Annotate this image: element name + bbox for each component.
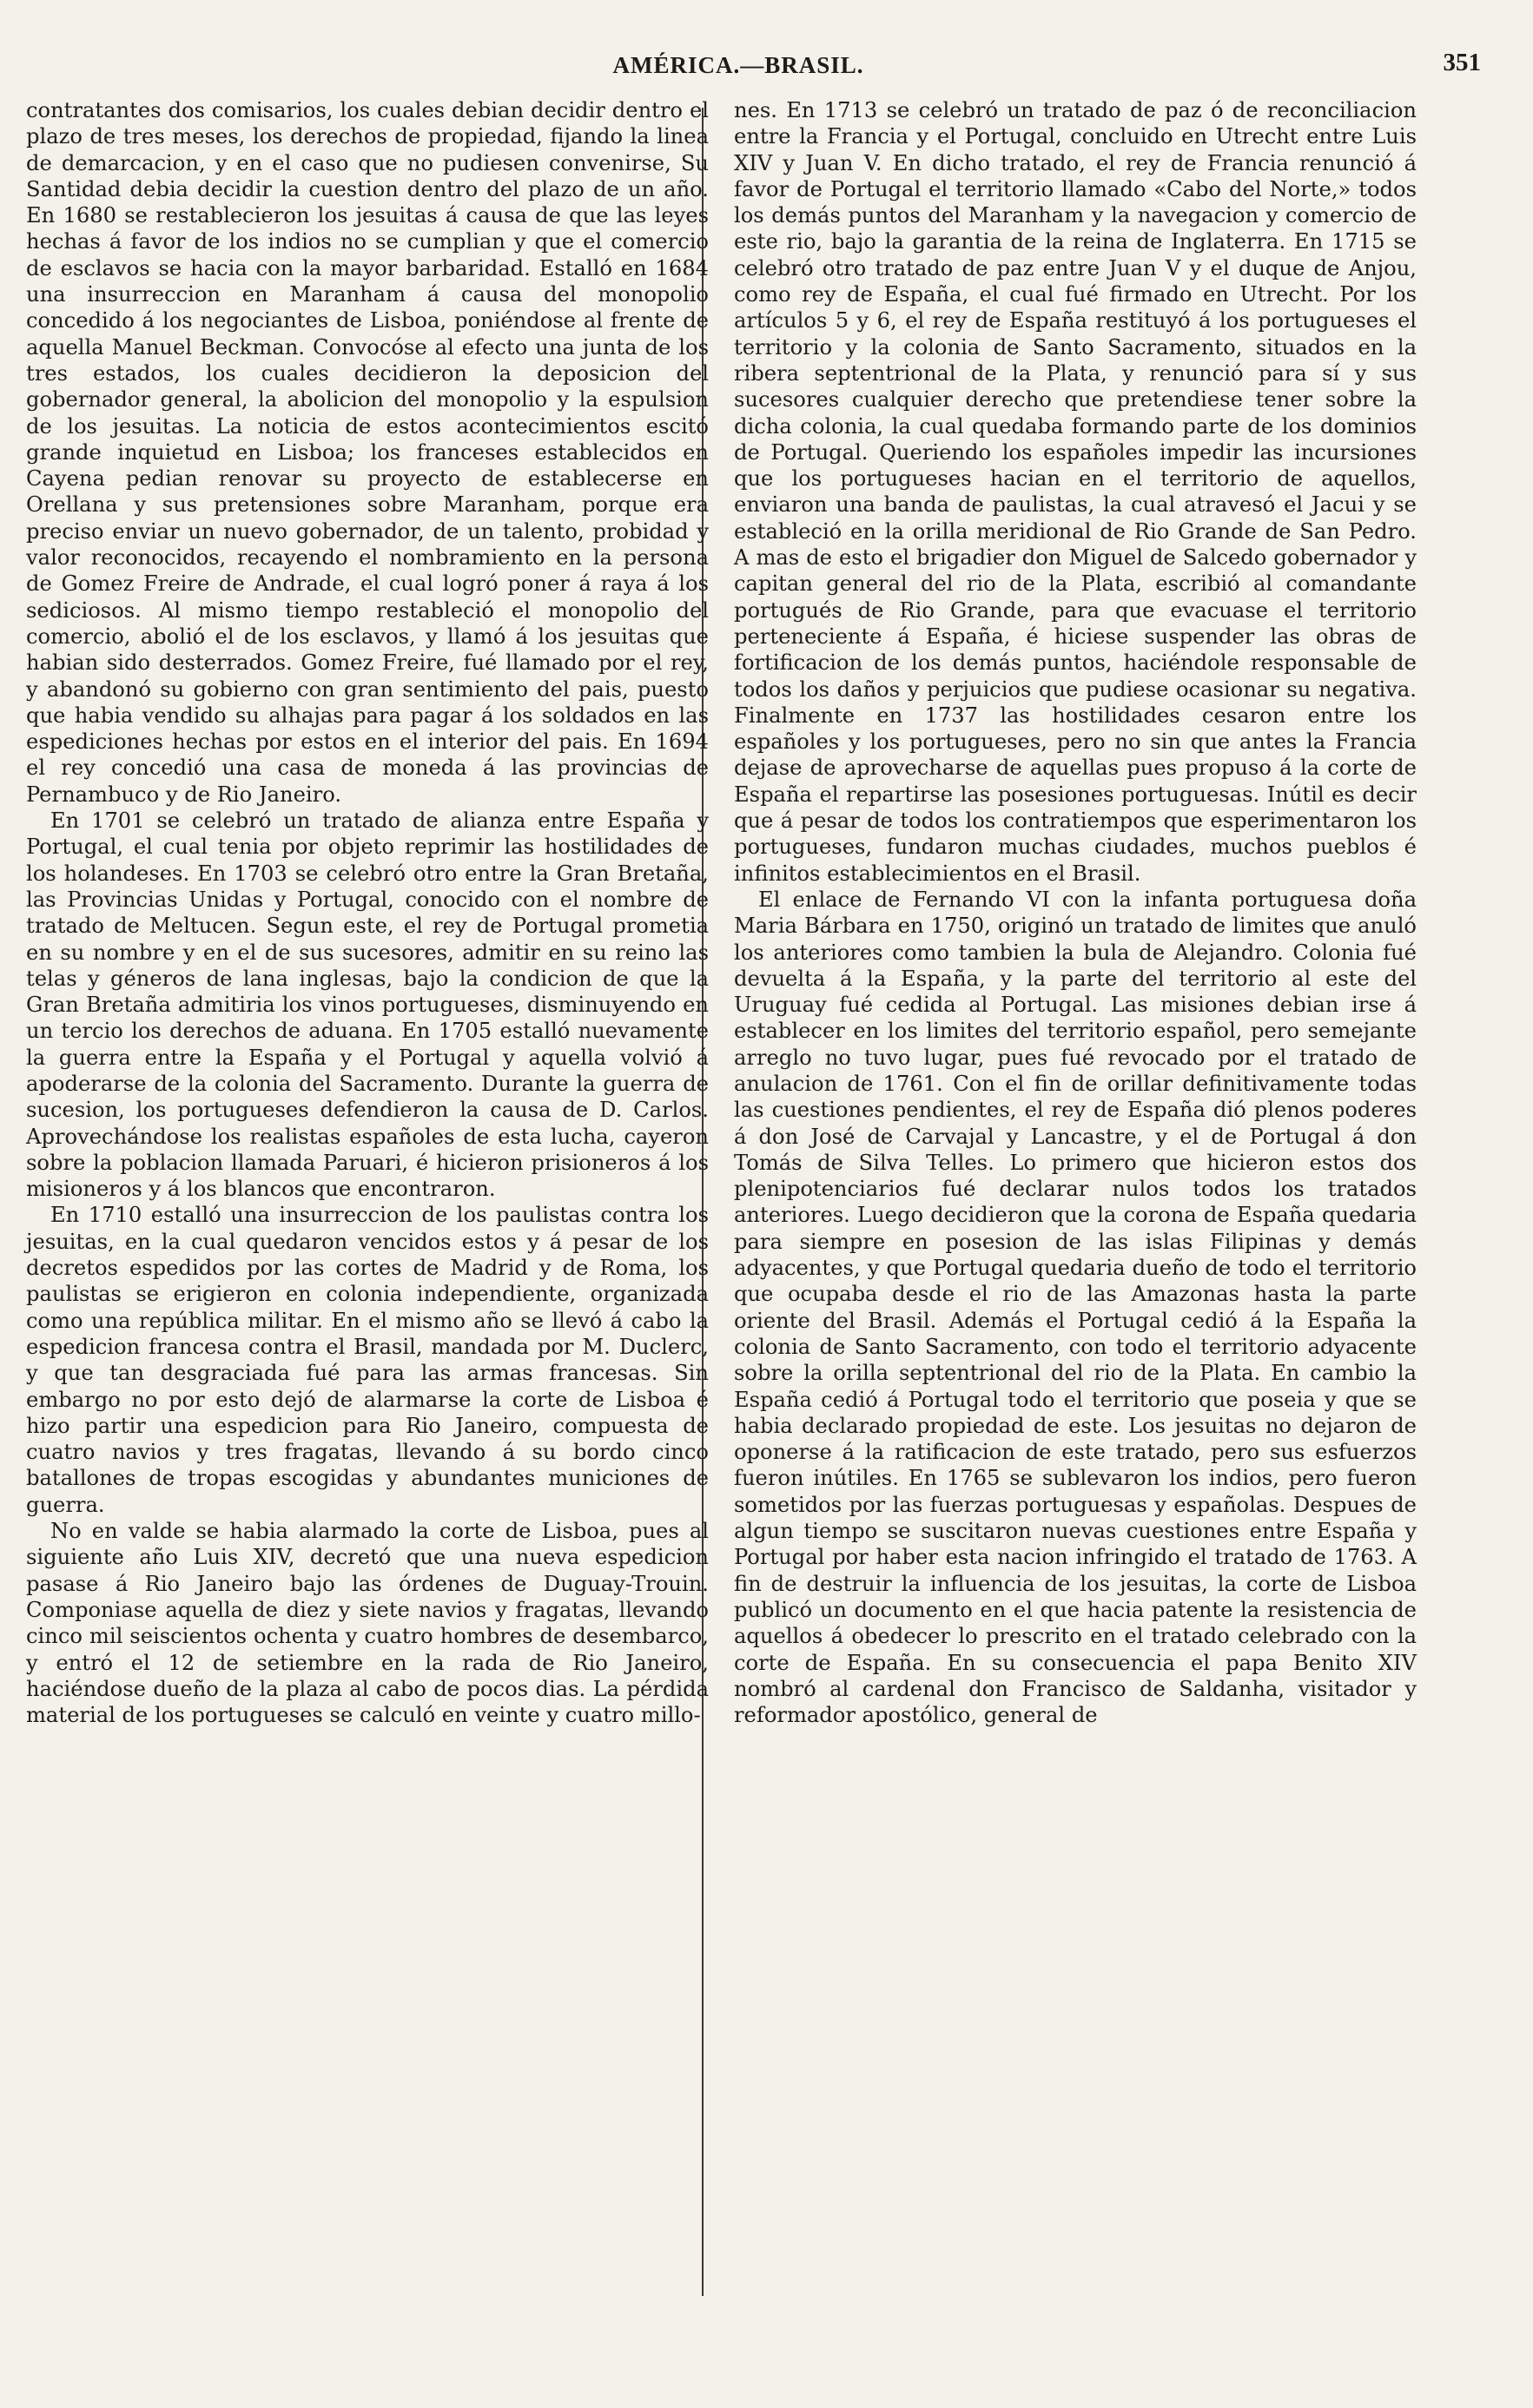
paragraph: nes. En 1713 se celebró un tratado de paz ó de reconciliacion entre la Francia y el Portugal, concluido en Utrecht entre Luis XIV y Juan V. En dicho tratado, el rey de Francia renunció á favor de Portugal el territorio llamado «Cabo del Norte,» todos los demás puntos del Maranham y la navegacion y comercio de este rio, bajo la garantia de la reina de Inglaterra. En 1715 se celebró otro tratado de paz entre Juan V y el duque de Anjou, como rey de España, el cual fué firmado en Utrecht. Por los artículos 5 y 6, el rey de España restituyó á los portugueses el territorio y la colonia de Santo Sacramento, situados en la ribera septentrional de la Plata, y renunció para sí y sus sucesores cualquier derecho que pretendiese tener sobre la dicha colonia, la cual quedaba formando parte de los dominios de Portugal. Queriendo los españoles impedir las incursiones que los portugueses hacian en el territorio de aquellos, enviaron una banda de paulistas, la cual atravesó el Jacui y se estableció en la orilla meridional de Rio Grande de San Pedro. A mas de esto el brigadier don Miguel de Salcedo gobernador y capitan general del rio de la Plata, escribió al comandante portugués de Rio Grande, para que evacuase el territorio perteneciente á España, é hiciese suspender las obras de fortificacion de los demás puntos, haciéndole responsable de todos los daños y perjuicios que pudiese ocasionar su negativa. Finalmente en 1737 las hostilidades cesaron entre los españoles y los portugueses, pero no sin que antes la Francia dejase de aprovecharse de aquellas pues propuso á la corte de España el repartirse las posesiones portuguesas. Inútil es decir que á pesar de todos los contratiempos que esperimentaron los portugueses, fundaron muchas ciudades, muchos pueblos é infinitos establecimientos en el Brasil. <box>734 98 1417 886</box>
paragraph: No en valde se habia alarmado la corte de Lisboa, pues al siguiente año Luis XIV, decretó que una nueva espedicion pasase á Rio Janeiro bajo las órdenes de Duguay-Trouin. Componiase aquella de diez y siete navios y fragatas, llevando cinco mil seiscientos ochenta y cuatro hombres de desembarco, y entró el 12 de setiembre en la rada de Rio Janeiro, haciéndose dueño de la plaza al cabo de pocos dias. La pérdida material de los portugueses se calculó en veinte y cuatro millo- <box>26 1519 709 1728</box>
page-number: 351 <box>1443 49 1481 76</box>
paragraph: contratantes dos comisarios, los cuales debian decidir dentro el plazo de tres meses, los derechos de propiedad, fijando la linea de demarcacion, y en el caso que no pudiesen convenirse, Su Santidad debia decidir la cuestion dentro del plazo de un año. En 1680 se restablecieron los jesuitas á causa de que las leyes hechas á favor de los indios no se cumplian y que el comercio de esclavos se hacia con la mayor barbaridad. Estalló en 1684 una insurreccion en Maranham á causa del monopolio concedido á los negociantes de Lisboa, poniéndose al frente de aquella Manuel Beckman. Convocóse al efecto una junta de los tres estados, los cuales decidieron la deposicion del gobernador general, la abolicion del monopolio y la espulsion de los jesuitas. La noticia de estos acontecimientos escitó grande inquietud en Lisboa; los franceses establecidos en Cayena pedian renovar su proyecto de establecerse en Orellana y sus pretensiones sobre Maranham, porque era preciso enviar un nuevo gobernador, de un talento, probidad y valor reconocidos, recayendo el nombramiento en la persona de Gomez Freire de Andrade, el cual logró poner á raya á los sediciosos. Al mismo tiempo restableció el monopolio del comercio, abolió el de los esclavos, y llamó á los jesuitas que habian sido desterrados. Gomez Freire, fué llamado por el rey, y abandonó su gobierno con gran sentimiento del pais, puesto que habia vendido su alhajas para pagar á los soldados en las espediciones hechas por estos en el interior del pais. En 1694 el rey concedió una casa de moneda á las provincias de Pernambuco y de Rio Janeiro. <box>26 98 709 807</box>
paragraph: En 1710 estalló una insurreccion de los paulistas contra los jesuitas, en la cual quedaron vencidos estos y á pesar de los decretos espedidos por las cortes de Madrid y de Roma, los paulistas se erigieron en colonia independiente, organizada como una república militar. En el mismo año se llevó á cabo la espedicion francesa contra el Brasil, mandada por M. Duclerc, y que tan desgraciada fué para las armas francesas. Sin embargo no por esto dejó de alarmarse la corte de Lisboa é hizo partir una espedicion para Rio Janeiro, compuesta de cuatro navios y tres fragatas, llevando á su bordo cinco batallones de tropas escogidas y abundantes municiones de guerra. <box>26 1203 709 1517</box>
running-title: AMÉRICA.—BRASIL. <box>612 52 864 78</box>
right-column <box>734 97 1417 1728</box>
left-column <box>26 97 709 1728</box>
paragraph: El enlace de Fernando VI con la infanta portuguesa doña Maria Bárbara en 1750, originó un tratado de limites que anuló los anteriores como tambien la bula de Alejandro. Colonia fué devuelta á la España, y la parte del territorio al este del Uruguay fué cedida al Portugal. Las misiones debian irse á establecer en los limites del territorio español, pero semejante arreglo no tuvo lugar, pues fué revocado por el tratado de anulacion de 1761. Con el fin de orillar definitivamente todas las cuestiones pendientes, el rey de España dió plenos poderes á don José de Carvajal y Lancastre, y el de Portugal á don Tomás de Silva Telles. Lo primero que hicieron estos dos plenipotenciarios fué declarar nulos todos los tratados anteriores. Luego decidieron que la corona de España quedaria para siempre en posesion de las islas Filipinas y demás adyacentes, y que Portugal quedaria dueño de todo el territorio que ocupaba desde el rio de las Amazonas hasta la parte oriente del Brasil. Además el Portugal cedió á la España la colonia de Santo Sacramento, con todo el territorio adyacente sobre la orilla septentrional del rio de la Plata. En cambio la España cedió á Portugal todo el territorio que poseia y que se habia declarado propiedad de este. Los jesuitas no dejaron de oponerse á la ratificacion de este tratado, pero sus esfuerzos fueron inútiles. En 1765 se sublevaron los indios, pero fueron sometidos por las fuerzas portuguesas y españolas. Despues de algun tiempo se suscitaron nuevas cuestiones entre España y Portugal por haber esta nacion infringido el tratado de 1763. A fin de destruir la influencia de los jesuitas, la corte de Lisboa publicó un documento en el que hacia patente la resistencia de aquellos á obedecer lo prescrito en el tratado celebrado con la corte de España. En su consecuencia el papa Benito XIV nombró al cardenal don Francisco de Saldanha, visitador y reformador apostólico, general de <box>734 887 1417 1728</box>
paragraph: En 1701 se celebró un tratado de alianza entre España y Portugal, el cual tenia por objeto reprimir las hostilidades de los holandeses. En 1703 se celebró otro entre la Gran Bretaña, las Provincias Unidas y Portugal, conocido con el nombre de tratado de Meltucen. Segun este, el rey de Portugal prometia en su nombre y en el de sus sucesores, admitir en su reino las telas y géneros de lana inglesas, bajo la condicion de que la Gran Bretaña admitiria los vinos portugueses, disminuyendo en un tercio los derechos de aduana. En 1705 estalló nuevamente la guerra entre la España y el Portugal y aquella volvió á apoderarse de la colonia del Sacramento. Durante la guerra de sucesion, los portugueses defendieron la causa de D. Carlos. Aprovechándose los realistas españoles de esta lucha, cayeron sobre la poblacion llamada Paruari, é hicieron prisioneros á los misioneros y á los blancos que encontraron. <box>26 808 709 1202</box>
